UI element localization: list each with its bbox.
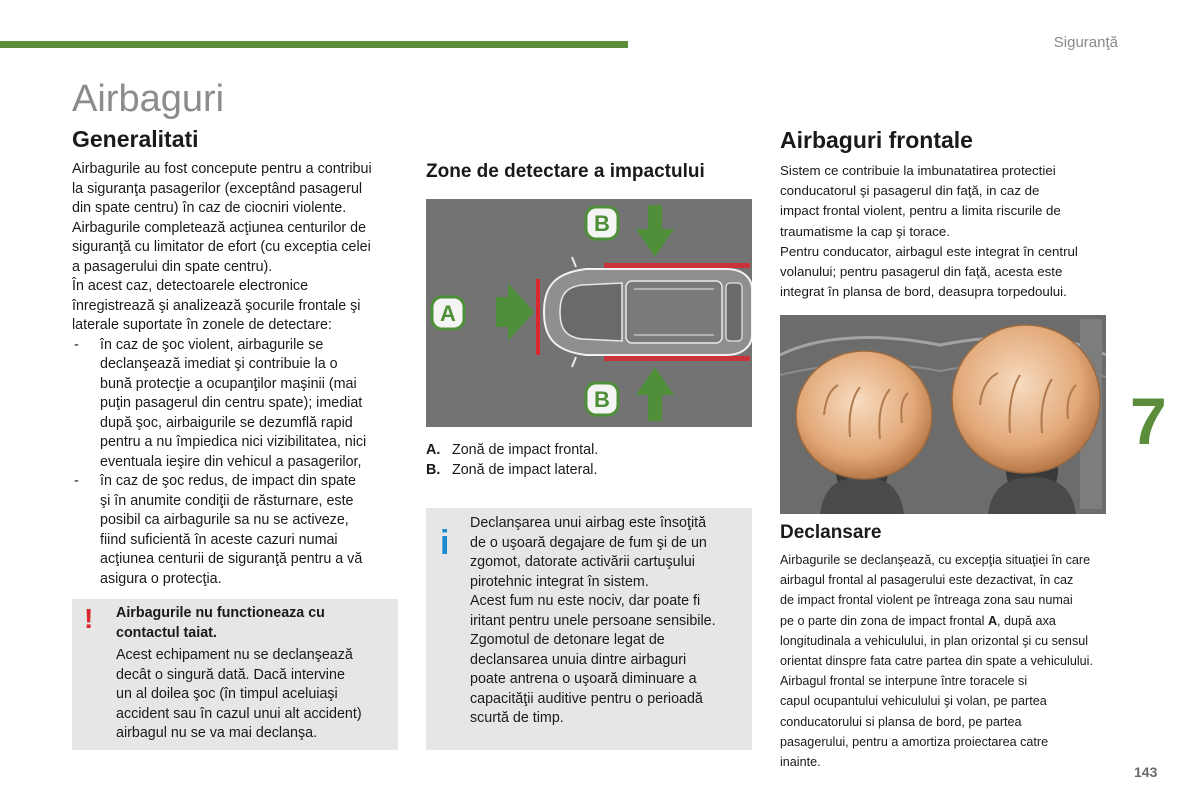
declansare-line: capul ocupantului vehiculului şi volan, pe partea xyxy=(780,694,1047,709)
declansare-line: conducatorului si plansa de bord, pe partea xyxy=(780,714,1022,729)
info-line: scurtă de timp. xyxy=(470,710,564,726)
page-title: Airbaguri xyxy=(72,78,225,120)
declansare-line xyxy=(780,611,1120,631)
driver-airbag xyxy=(796,351,932,479)
general-heading: Generalitati xyxy=(72,126,199,152)
info-icon: i xyxy=(440,524,450,562)
car-top-view-illustration xyxy=(426,199,752,427)
legend-item-a xyxy=(426,441,752,461)
info-line: poate antrena o uşoară diminuare a xyxy=(470,671,697,687)
zone-a-reference: A xyxy=(987,613,998,628)
declansare-line: Airbagurile se declanşează, cu excepţia situaţiei în care xyxy=(780,553,1091,567)
declansare-line: airbagul frontal al pasagerului este dezactivat, în caz xyxy=(780,573,1074,588)
frontal-impact-line xyxy=(536,279,540,355)
bullet-dash: - xyxy=(74,473,79,489)
warning-title xyxy=(116,604,391,643)
bullet-line: bună protecţie a ocupanţilor maşinii (mai xyxy=(100,375,357,392)
info-line: Acest fum nu este nociv, dar poate fi xyxy=(470,593,701,609)
legend-text: Zonă de impact frontal. xyxy=(452,442,599,458)
header-accent-bar xyxy=(0,41,628,48)
bullet-line: asigura o protecţia. xyxy=(100,570,222,587)
intro-line: laterale suportate în zonele de detectare: xyxy=(72,317,332,333)
label-a-badge xyxy=(432,297,464,329)
label-a: A xyxy=(440,301,456,326)
frontal-line: volanului; pentru pasagerul din faţă, acesta este xyxy=(780,264,1063,280)
intro-line: a pasagerului din spate centru). xyxy=(72,258,273,275)
info-line: de o uşoară degajare de fum şi de un xyxy=(470,534,707,551)
bullet-line: în caz de şoc violent, airbagurile se xyxy=(100,336,324,353)
bullet-line: şi în anumite condiţii de răsturnare, este xyxy=(100,492,354,509)
info-line: iritant pentru unele persoane sensibile. xyxy=(470,612,716,629)
bullet-line: pentru a nu împiedica nici vizibilitatea, nici xyxy=(100,434,367,450)
info-line: Declanşarea unui airbag este însoţită xyxy=(470,515,707,531)
bullet-item-violent xyxy=(72,336,402,473)
bullet-line: după şoc, airbaigurile se dezumflă rapid xyxy=(100,414,353,431)
lateral-impact-line-top xyxy=(604,263,750,268)
car-icon xyxy=(544,257,752,367)
bullet-line: în caz de şoc redus, de impact din spate xyxy=(100,473,356,489)
warning-line: un al doilea şoc (în timpul aceluiaşi xyxy=(116,686,338,702)
label-b-badge-bottom xyxy=(586,383,618,415)
info-line: declansarea unuia dintre airbaguri xyxy=(470,651,687,668)
declansare-line: de impact frontal violent pe întreaga zona sau numai xyxy=(780,593,1073,608)
declansare-line: orientat dinspre fata catre partea din spate a vehiculului. xyxy=(780,654,1093,669)
lateral-impact-line-bottom xyxy=(604,356,750,361)
frontal-heading: Airbaguri frontale xyxy=(780,127,973,153)
legend-key: A. xyxy=(426,442,441,458)
warning-line: accident sau în cazul unui alt accident) xyxy=(116,705,362,722)
frontal-line: integrat în plansa de bord, deasupra torpedoului. xyxy=(780,284,1067,300)
frontal-airbags-illustration xyxy=(780,315,1106,514)
declansare-line: inainte. xyxy=(780,755,821,770)
impact-zones-diagram xyxy=(426,199,752,427)
info-box xyxy=(426,508,752,750)
bullet-line: posibil ca airbagurile sa nu se activeze, xyxy=(100,512,349,528)
frontal-line: conducatorul şi pasagerul din faţă, in caz de xyxy=(780,183,1040,199)
diagram-legend xyxy=(426,441,752,480)
intro-line: la siguranţa pasagerilor (exceptând pasagerul xyxy=(72,180,363,197)
warning-title-line: Airbagurile nu functioneaza cu xyxy=(116,605,325,621)
intro-line: din spate centru) în caz de ciocniri violente. xyxy=(72,200,347,216)
declansare-line: Airbagul frontal se interpune între toracele si xyxy=(780,674,1028,689)
warning-line: airbagul nu se va mai declanşa. xyxy=(116,725,318,741)
label-b: B xyxy=(594,211,610,236)
chapter-number: 7 xyxy=(1130,384,1167,458)
general-intro xyxy=(72,160,402,336)
declansare-line: longitudinala a vehiculului, in plan orizontal şi cu sensul xyxy=(780,633,1089,648)
frontal-line: impact frontal violent, pentru a limita riscurile de xyxy=(780,203,1061,219)
intro-line: Airbagurile completează acţiunea centurilor de xyxy=(72,219,367,236)
intro-line: siguranţă cu limitator de efort (cu exceptia celei xyxy=(72,239,371,255)
info-line: capacităţii auditive pentru o perioadă xyxy=(470,690,703,707)
zones-heading: Zone de detectare a impactului xyxy=(426,161,705,182)
legend-text: Zonă de impact lateral. xyxy=(452,461,598,478)
intro-line: În acest caz, detectoarele electronice xyxy=(72,278,309,294)
declansare-text xyxy=(780,550,1120,772)
label-b: B xyxy=(594,387,610,412)
legend-item-b xyxy=(426,461,752,481)
page-number: 143 xyxy=(1134,764,1158,780)
warning-text xyxy=(116,646,394,744)
declansare-span: pe o parte din zona de impact frontal xyxy=(780,613,988,628)
warning-line: decât o singură dată. Dacă intervine xyxy=(116,666,345,683)
bullet-line: fiind suficientă în aceste cazuri numai xyxy=(100,531,338,548)
warning-box xyxy=(72,599,398,750)
intro-line: Airbagurile au fost concepute pentru a contribui xyxy=(72,161,372,177)
bullet-item-reduced xyxy=(72,472,402,589)
frontal-line: Sistem ce contribuie la imbunatatirea protectiei xyxy=(780,163,1056,178)
frontal-line: Pentru conducator, airbagul este integrat în centrul xyxy=(780,243,1078,259)
frontal-text xyxy=(780,161,1120,302)
bullet-line: puţin pasagerul din centru spate); imediat xyxy=(100,395,363,411)
general-section xyxy=(72,126,402,589)
bullet-line: declanşează imediat şi contribuie la o xyxy=(100,356,338,372)
label-b-badge-top xyxy=(586,207,618,239)
info-line: Zgomotul de detonare legat de xyxy=(470,632,665,648)
info-line: zgomot, datorate activării cartuşului xyxy=(470,554,695,570)
legend-key: B. xyxy=(426,461,441,478)
info-line: pirotehnic integrat în sistem. xyxy=(470,573,649,590)
bullet-line: eventuala ieşire din vehicul a pasagerilor, xyxy=(100,453,362,470)
bullet-line: acţiunea centurii de siguranţă pentru a vă xyxy=(100,551,363,567)
passenger-airbag xyxy=(952,325,1100,473)
declansare-span: , după axa xyxy=(997,613,1056,628)
declansare-heading: Declansare xyxy=(780,522,882,543)
bullet-dash: - xyxy=(74,336,79,353)
declansare-line: pasagerului, pentru a amortiza proiectarea catre xyxy=(780,734,1049,749)
warning-title-line: contactul taiat. xyxy=(116,624,217,641)
warning-line: Acest echipament nu se declanşează xyxy=(116,647,353,663)
info-text xyxy=(470,514,748,729)
frontal-line: traumatisme la cap şi torace. xyxy=(780,223,950,239)
section-label: Siguranţă xyxy=(1053,34,1118,51)
warning-icon: ! xyxy=(84,603,94,634)
intro-line: înregistrează şi analizează şocurile frontale şi xyxy=(72,297,361,314)
